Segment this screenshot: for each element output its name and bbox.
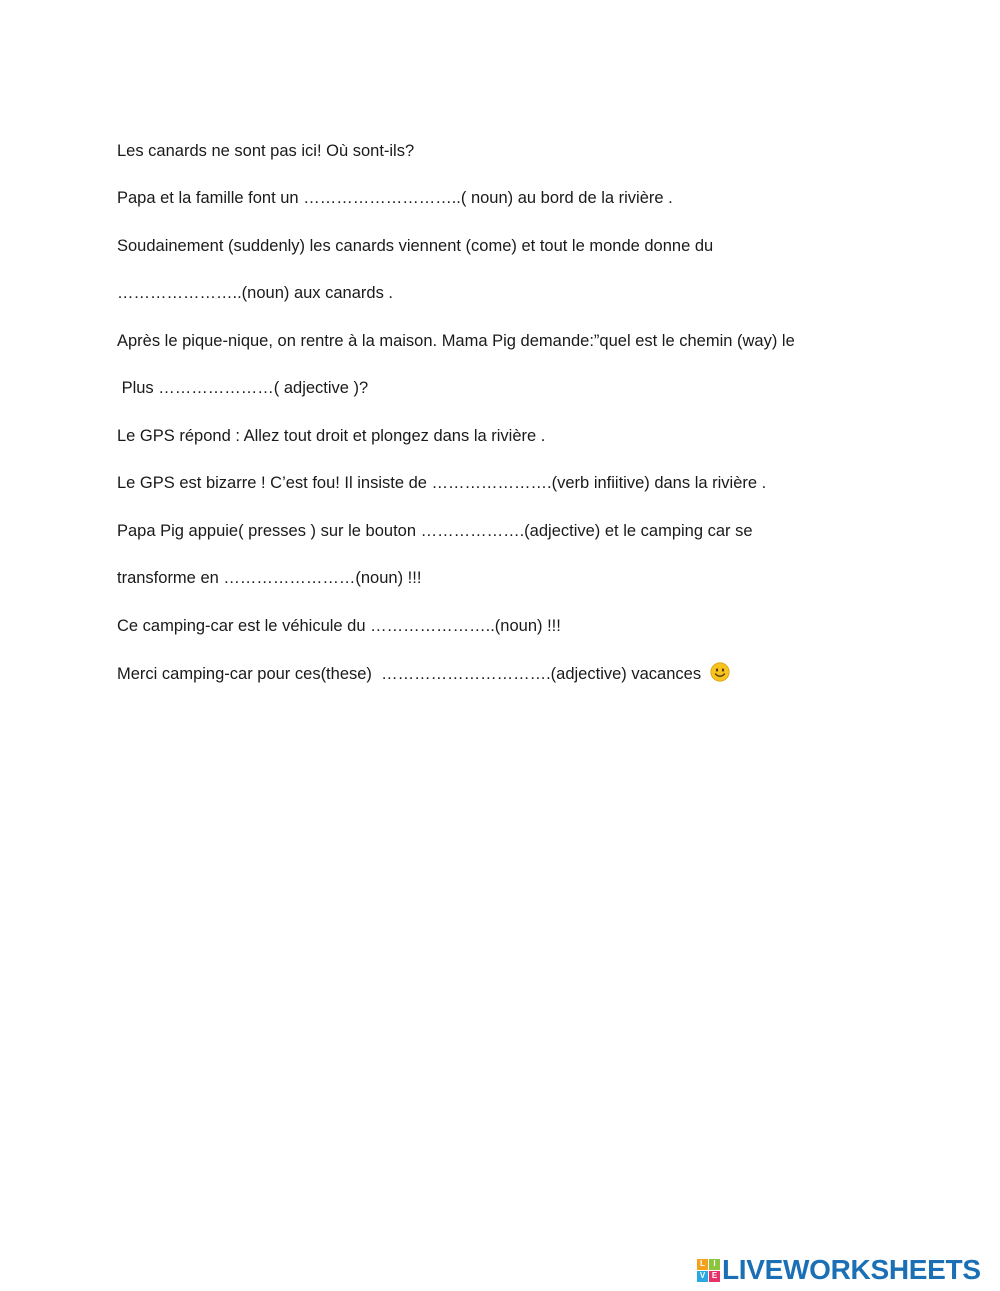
smiling-face-icon bbox=[710, 662, 730, 688]
sentence-line: Les canards ne sont pas ici! Où sont-ils? bbox=[117, 142, 415, 160]
sentence-line: Après le pique-nique, on rentre à la maison. Mama Pig demande:”quel est le chemin (way) le bbox=[117, 332, 795, 350]
logo-text: LIVEWORKSHEETS bbox=[722, 1254, 981, 1285]
sentence-line: Papa et la famille font un ………………………..( noun) au bord de la rivière . bbox=[117, 189, 673, 207]
liveworksheets-logo bbox=[697, 1255, 981, 1285]
sentence-line: Plus …………………( adjective )? bbox=[117, 379, 369, 397]
logo-block: I bbox=[709, 1259, 720, 1270]
logo-blocks bbox=[697, 1259, 720, 1282]
sentence-line: Soudainement (suddenly) les canards viennent (come) et tout le monde donne du bbox=[117, 237, 714, 255]
sentence-line: …………………..(noun) aux canards . bbox=[117, 284, 394, 302]
sentence-line: transforme en ……………………(noun) !!! bbox=[117, 569, 422, 587]
logo-block: E bbox=[709, 1271, 720, 1282]
sentence-line-last bbox=[117, 662, 730, 688]
sentence-line: Ce camping-car est le véhicule du …………………..(noun) !!! bbox=[117, 617, 561, 635]
sentence-text: Merci camping-car pour ces(these) ………………………….(adjective) vacances bbox=[117, 665, 702, 683]
sentence-line: Le GPS est bizarre ! C’est fou! Il insiste de ………………….(verb infiitive) dans la rivière . bbox=[117, 474, 767, 492]
sentence-line: Papa Pig appuie( presses ) sur le bouton ……………….(adjective) et le camping car se bbox=[117, 522, 753, 540]
logo-block: L bbox=[697, 1259, 708, 1270]
sentence-line: Le GPS répond : Allez tout droit et plongez dans la rivière . bbox=[117, 427, 546, 445]
logo-block: V bbox=[697, 1271, 708, 1282]
